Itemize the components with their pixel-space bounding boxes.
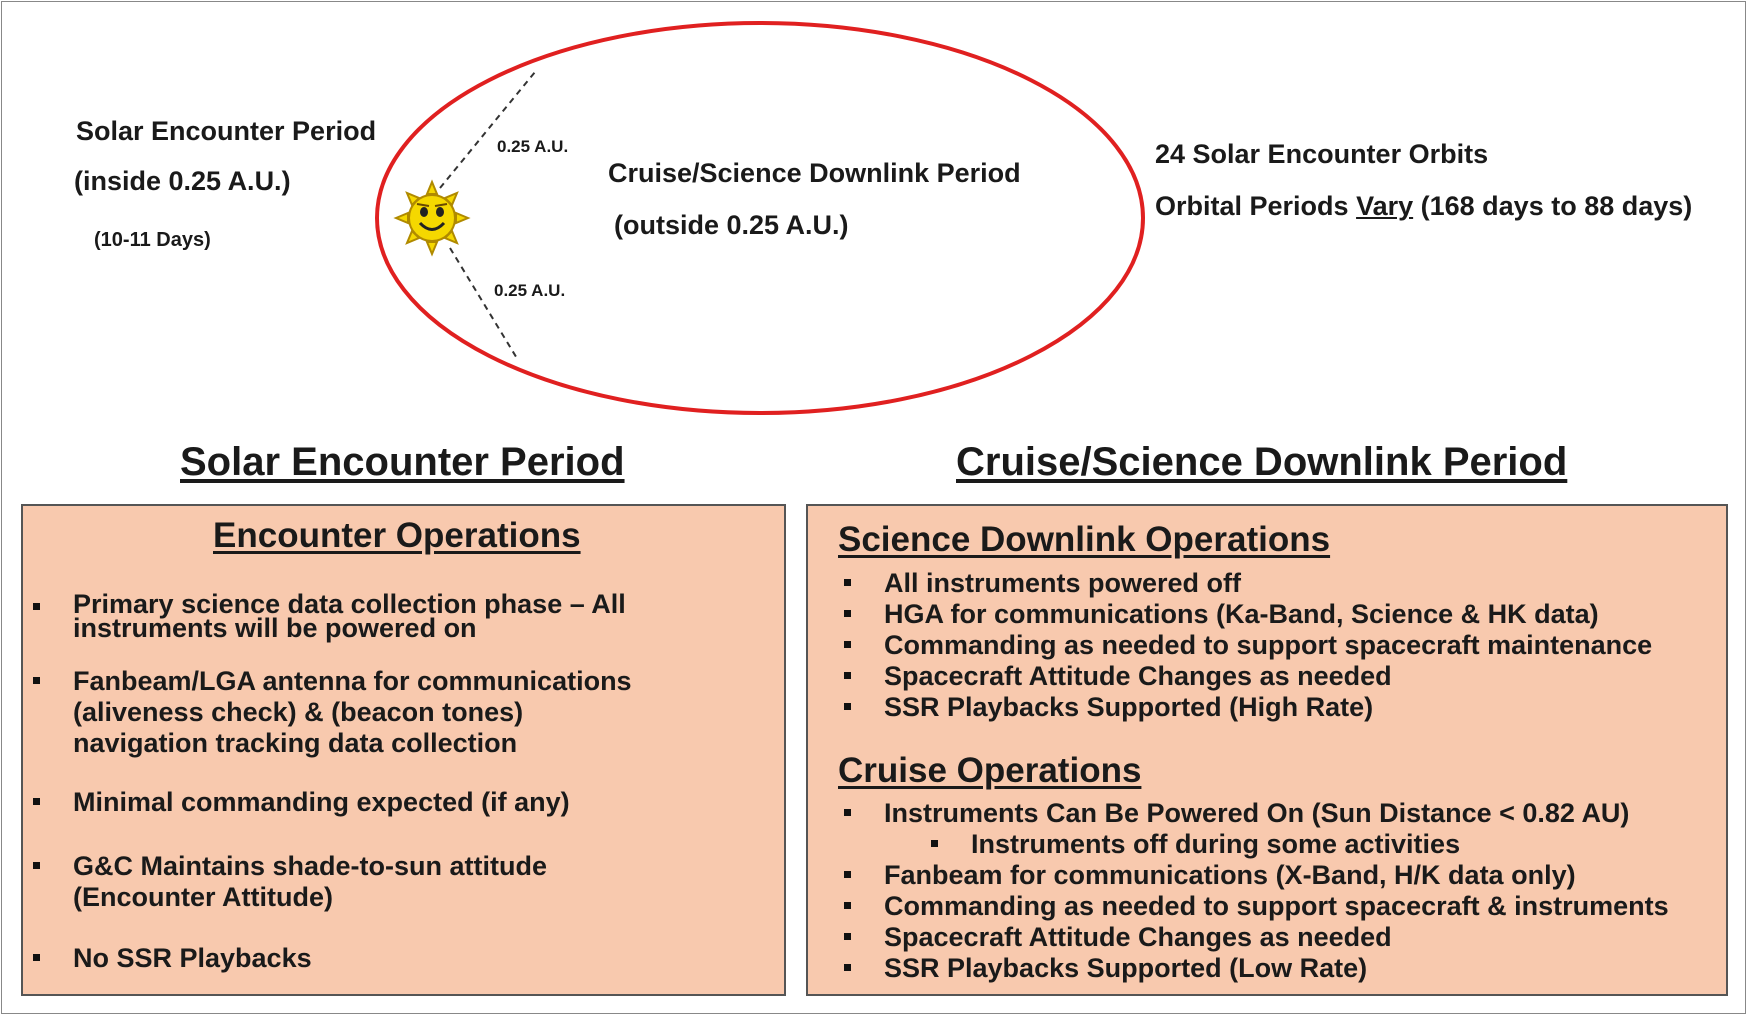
bullet-marker <box>33 862 40 869</box>
bullet-marker <box>931 840 938 847</box>
bullet-marker <box>844 902 851 909</box>
bullet-marker <box>844 579 851 586</box>
orbital-period-suffix: (168 days to 88 days) <box>1413 191 1693 221</box>
bullet-marker <box>33 677 40 684</box>
cruise-bullet-list <box>884 798 1669 984</box>
cruise-downlink-heading: Cruise/Science Downlink Period <box>956 440 1568 484</box>
bullet-marker <box>844 933 851 940</box>
cruise-operations-title: Cruise Operations <box>838 751 1142 790</box>
list-item: Instruments Can Be Powered On (Sun Distance < 0.82 AU) <box>884 798 1669 829</box>
list-item: Commanding as needed to support spacecraft maintenance <box>884 630 1652 661</box>
distance-line-bottom <box>450 248 518 360</box>
encounter-operations-panel <box>21 504 786 996</box>
science-downlink-title: Science Downlink Operations <box>838 520 1331 559</box>
distance-line-top <box>440 72 535 188</box>
bullet-marker <box>844 641 851 648</box>
orbit-label-title: Cruise/Science Downlink Period <box>608 158 1021 188</box>
list-item: SSR Playbacks Supported (Low Rate) <box>884 953 1669 984</box>
list-item: Spacecraft Attitude Changes as needed <box>884 661 1652 692</box>
list-item: Minimal commanding expected (if any) <box>73 787 632 818</box>
list-item: Fanbeam for communications (X-Band, H/K data only) <box>884 860 1669 891</box>
orbit-label-range: (outside 0.25 A.U.) <box>614 210 849 240</box>
encounter-bullet-list <box>73 589 632 974</box>
list-item: Spacecraft Attitude Changes as needed <box>884 922 1669 953</box>
list-item: G&C Maintains shade-to-sun attitude (Encounter Attitude) <box>73 851 632 913</box>
bullet-marker <box>844 809 851 816</box>
list-item: All instruments powered off <box>884 568 1652 599</box>
list-item: Instruments off during some activities <box>884 829 1669 860</box>
bullet-marker <box>844 703 851 710</box>
bullet-marker <box>33 603 40 610</box>
list-item: Commanding as needed to support spacecraft & instruments <box>884 891 1669 922</box>
orbital-period-vary: Vary <box>1356 191 1414 221</box>
list-item: No SSR Playbacks <box>73 943 632 974</box>
orbit-count-label: 24 Solar Encounter Orbits <box>1155 139 1489 169</box>
science-bullet-list <box>884 568 1652 723</box>
smiling-sun-icon <box>396 182 468 254</box>
bullet-marker <box>844 672 851 679</box>
cruise-downlink-panel <box>806 504 1728 996</box>
bullet-marker <box>33 954 40 961</box>
bullet-marker <box>844 964 851 971</box>
bullet-marker <box>844 610 851 617</box>
orbital-period-prefix: Orbital Periods <box>1155 191 1357 221</box>
solar-encounter-heading: Solar Encounter Period <box>180 440 625 484</box>
encounter-operations-title: Encounter Operations <box>213 516 581 555</box>
bullet-marker <box>33 798 40 805</box>
bullet-marker <box>844 871 851 878</box>
left-label-range: (inside 0.25 A.U.) <box>74 166 291 196</box>
left-label-title: Solar Encounter Period <box>76 116 377 146</box>
distance-label-top: 0.25 A.U. <box>497 137 569 156</box>
distance-label-bottom: 0.25 A.U. <box>494 281 566 300</box>
orbital-period-label <box>1155 191 1692 222</box>
list-item: Primary science data collection phase – All instruments will be powered on <box>73 592 632 640</box>
list-item: Fanbeam/LGA antenna for communications (aliveness check) & (beacon tones) navigation tracking data collection <box>73 666 632 759</box>
list-item: HGA for communications (Ka-Band, Science & HK data) <box>884 599 1652 630</box>
list-item: SSR Playbacks Supported (High Rate) <box>884 692 1652 723</box>
left-label-duration: (10-11 Days) <box>94 229 211 251</box>
